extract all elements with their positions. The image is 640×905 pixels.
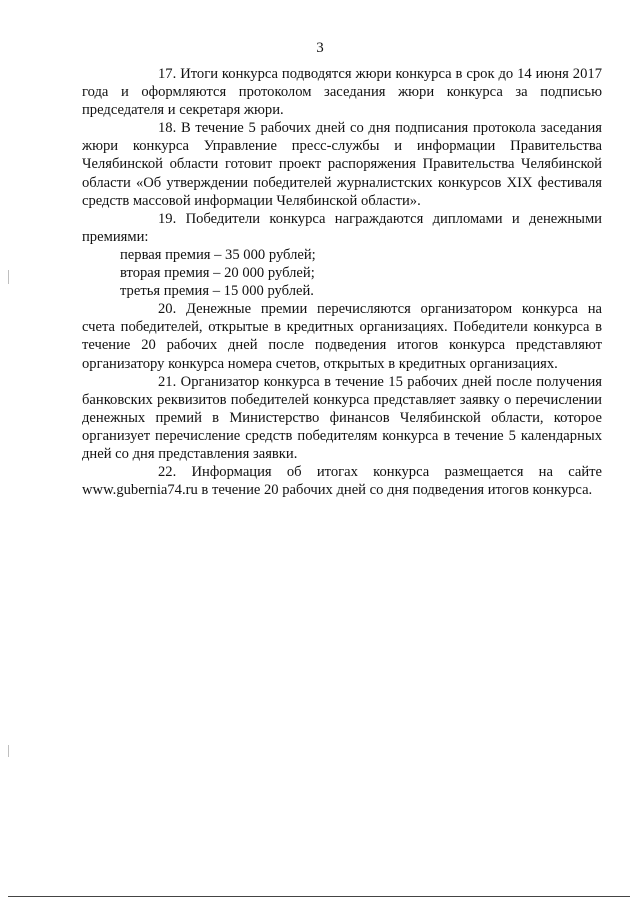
prize-third: третья премия – 15 000 рублей. [120,283,314,300]
paragraph-18 [82,119,602,209]
scan-margin-mark [8,745,9,757]
paragraph-text: Информация об итогах конкурса размещается на сайте www.gubernia74.ru в течение 20 рабочих дней со дня подведения итогов конкурса. [82,464,602,499]
scan-bottom-edge [8,896,630,897]
paragraph-number: 21. [158,373,177,390]
page-number: 3 [316,40,324,56]
paragraph-number: 22. [158,464,177,481]
paragraph-text: Победители конкурса награждаются дипломами и денежными премиями: [82,210,602,245]
paragraph-number: 19. [158,210,177,227]
paragraph-17 [82,65,602,119]
paragraph-text: Итоги конкурса подводятся жюри конкурса в срок до 14 июня 2017 года и оформляются протоколом заседания жюри конкурса за подписью председателя и секретаря жюри. [82,66,602,119]
prize-first: первая премия – 35 000 рублей; [120,246,316,263]
paragraph-22 [82,463,602,499]
paragraph-20 [82,300,602,372]
paragraph-text: Денежные премии перечисляются организатором конкурса на счета победителей, открытые в кредитных организациях. Победители конкурса в течение 20 рабочих дней после подведения итогов конкурса представляют организатору конкурса номера счетов, открытых в кредитных организациях. [82,301,602,372]
document-body [82,65,602,499]
paragraph-number: 18. [158,120,177,137]
paragraph-number: 20. [158,301,177,318]
paragraph-19 [82,210,602,246]
paragraph-21 [82,373,602,463]
scan-margin-mark [8,270,9,284]
paragraph-text: Организатор конкурса в течение 15 рабочих дней после получения банковских реквизитов победителей конкурса представляет заявку о перечислении денежных премий в Министерство финансов Челябинской области, которое организует перечисление средств победителям конкурса в течение 5 календарных дней со дня представления заявки. [82,373,602,462]
paragraph-text: В течение 5 рабочих дней со дня подписания протокола заседания жюри конкурса Управление пресс-службы и информации Правительства Челябинской области готовит проект распоряжения Правительства Челябинской области «Об утверждении победителей журналистских конкурсов XIX фестиваля средств массовой информации Челябинской области». [82,120,602,209]
prize-second: вторая премия – 20 000 рублей; [120,265,315,282]
paragraph-number: 17. [158,66,177,82]
